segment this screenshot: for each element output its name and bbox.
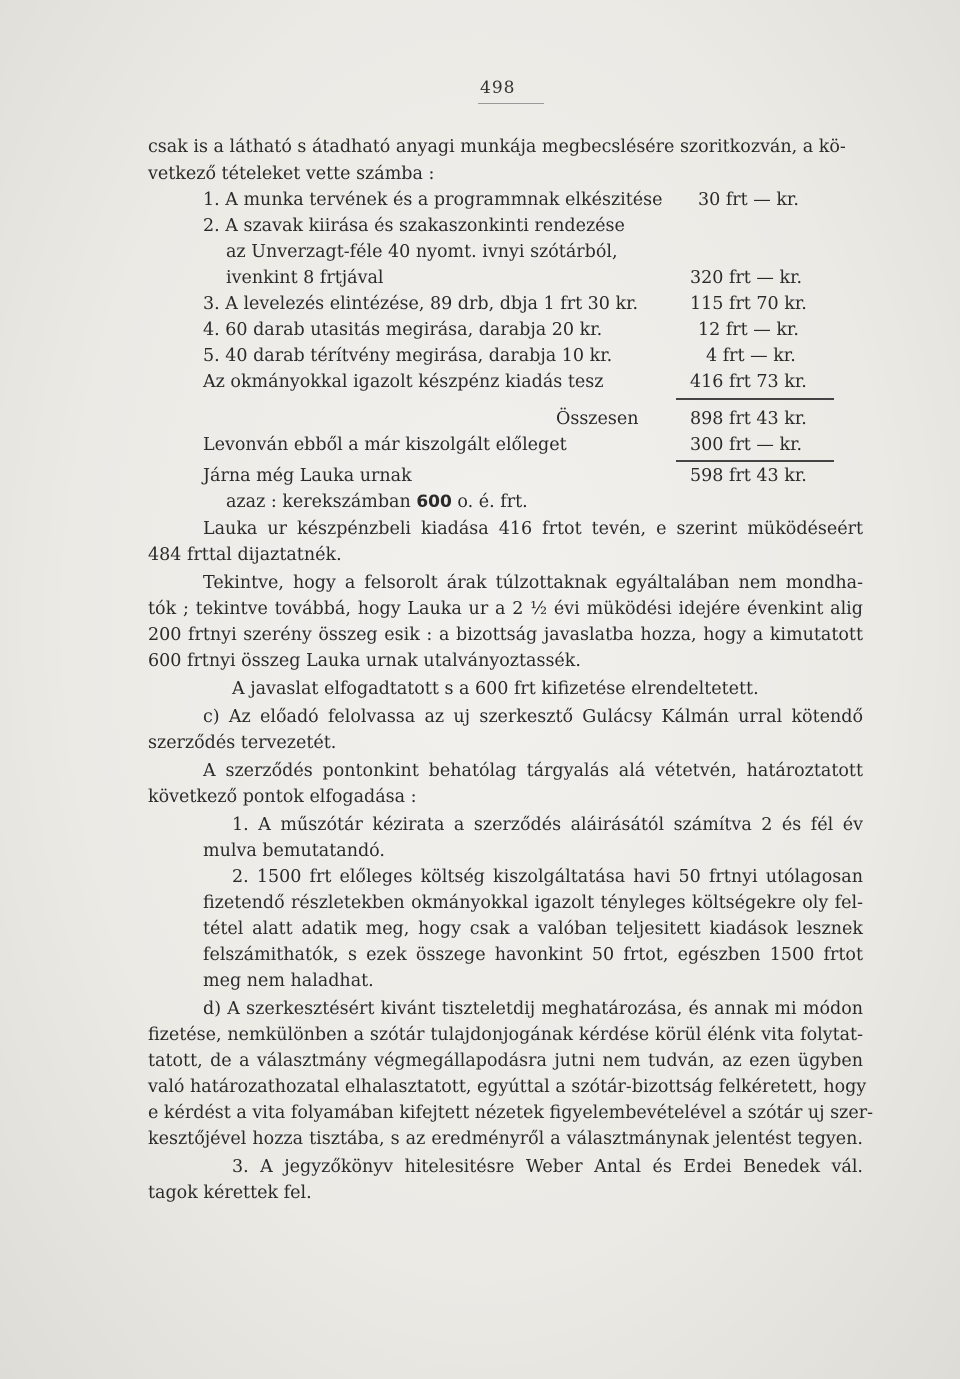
p7-line-3: tétel alatt adatik meg, hogy csak a valóban teljesitett kiadások lesznek [203, 919, 863, 939]
p8-line-3: tatott, de a választmány végmegállapodásra jutni nem tudván, az ezen ügyben [148, 1051, 863, 1071]
item-label-3: 3. A levelezés elintézése, 89 drb, dbja 1 frt 30 kr. [203, 294, 639, 314]
rounded-suffix: o. é. frt. [457, 492, 528, 512]
p7-line-4: felszámithatók, s ezek összege havonkint 50 frtot, egészben 1500 frtot [203, 945, 863, 965]
p2-line-4: 600 frtnyi összeg Lauka urnak utalványoztassék. [148, 651, 581, 671]
rounded-line [226, 491, 528, 513]
p8-line-1: d) A szerkesztésért kivánt tiszteletdij meghatározása, és annak mi módon [203, 999, 863, 1019]
p4-line-1: c) Az előadó felolvassa az uj szerkesztő Gulácsy Kálmán urral kötendő [203, 707, 863, 727]
p2-line-2: tók ; tekintve továbbá, hogy Lauka ur a 2 ½ évi müködési idejére évenkint alig [148, 599, 863, 619]
item-amount-4: 12 frt — kr. [698, 320, 799, 340]
remain-label: Járna még Lauka urnak [203, 466, 412, 486]
p8-line-6: kesztőjével hozza tisztába, s az eredményről a választmánynak jelentést tegyen. [148, 1129, 863, 1149]
item-label-4: 4. 60 darab utasitás megirása, darabja 20 kr. [203, 320, 603, 340]
p1-line-2: 484 frttal dijaztatnék. [148, 545, 342, 565]
sum-label: Összesen [556, 409, 639, 429]
intro-line-1: csak is a látható s átadható anyagi munkája megbecslésére szoritkozván, a kö- [148, 137, 846, 157]
item-amount-6: 416 frt 73 kr. [690, 372, 807, 392]
item-label-2b: az Unverzagt-féle 40 nyomt. ivnyi szótárból, [226, 242, 618, 262]
p8-line-4: való határozathozatal elhalasztatott, egyúttal a szótár-bizottság felkéretett, hogy [148, 1077, 867, 1097]
remain-amount: 598 frt 43 kr. [690, 466, 807, 486]
p5-line-2: következő pontok elfogadása : [148, 787, 417, 807]
p4-line-2: szerződés tervezetét. [148, 733, 337, 753]
item-label-2: 2. A szavak kiirása és szakaszonkinti rendezése [203, 216, 625, 236]
item-label-5: 5. 40 darab térítvény megirása, darabja 10 kr. [203, 346, 613, 366]
p2-line-1: Tekintve, hogy a felsorolt árak túlzottaknak egyáltalában nem mondha- [203, 573, 863, 593]
p3-line-1: A javaslat elfogadtatott s a 600 frt kifizetése elrendeltetett. [232, 679, 759, 699]
p5-line-1: A szerződés pontonkint behatólag tárgyalás alá vétetvén, határoztatott [203, 761, 863, 781]
advance-amount: 300 frt — kr. [690, 435, 803, 455]
item-amount-1: 30 frt — kr. [698, 190, 799, 210]
advance-label: Levonván ebből a már kiszolgált előleget [203, 435, 567, 455]
item-amount-3: 115 frt 70 kr. [690, 294, 807, 314]
p8-line-5: e kérdést a vita folyamában kifejtett nézetek figyelembevételével a szótár uj szer- [148, 1103, 873, 1123]
p6-line-1: 1. A műszótár kézirata a szerződés aláirásától számítva 2 és fél év [232, 815, 863, 835]
p7-line-5: meg nem haladhat. [203, 971, 374, 991]
p9-line-1: 3. A jegyzőkönyv hitelesitésre Weber Antal és Erdei Benedek vál. [232, 1157, 863, 1177]
page-number: 498 [480, 78, 516, 98]
page-number-rule [478, 103, 544, 104]
p9-line-2: tagok kérettek fel. [148, 1183, 312, 1203]
p6-line-2: mulva bemutatandó. [203, 841, 385, 861]
item-amount-2: 320 frt — kr. [690, 268, 803, 288]
p7-line-1: 2. 1500 frt előleges költség kiszolgáltatása havi 50 frtnyi utólagosan [232, 867, 863, 887]
item-label-6: Az okmányokkal igazolt készpénz kiadás tesz [203, 372, 604, 392]
p1-line-1: Lauka ur készpénzbeli kiadása 416 frtot tevén, e szerint müködéseért [203, 519, 863, 539]
sum-amount: 898 frt 43 kr. [690, 409, 807, 429]
item-amount-5: 4 frt — kr. [706, 346, 796, 366]
intro-line-2: vetkező tételeket vette számba : [148, 164, 435, 184]
rounded-prefix: azaz : kerekszámban [226, 492, 411, 512]
remain-rule [676, 460, 834, 462]
p2-line-3: 200 frtnyi szerény összeg esik : a bizottság javaslatba hozza, hogy a kimutatott [148, 625, 863, 645]
sum-rule [676, 398, 834, 400]
item-label-2c: ivenkint 8 frtjával [226, 268, 384, 288]
p8-line-2: fizetése, nemkülönben a szótár tulajdonjogának kérdése körül élénk vita folytat- [148, 1025, 863, 1045]
rounded-value: 600 [416, 492, 452, 512]
item-label-1: 1. A munka tervének és a programmnak elkészitése [203, 190, 663, 210]
p7-line-2: fizetendő részletekben okmányokkal igazolt tényleges költségekre oly fel- [203, 893, 863, 913]
